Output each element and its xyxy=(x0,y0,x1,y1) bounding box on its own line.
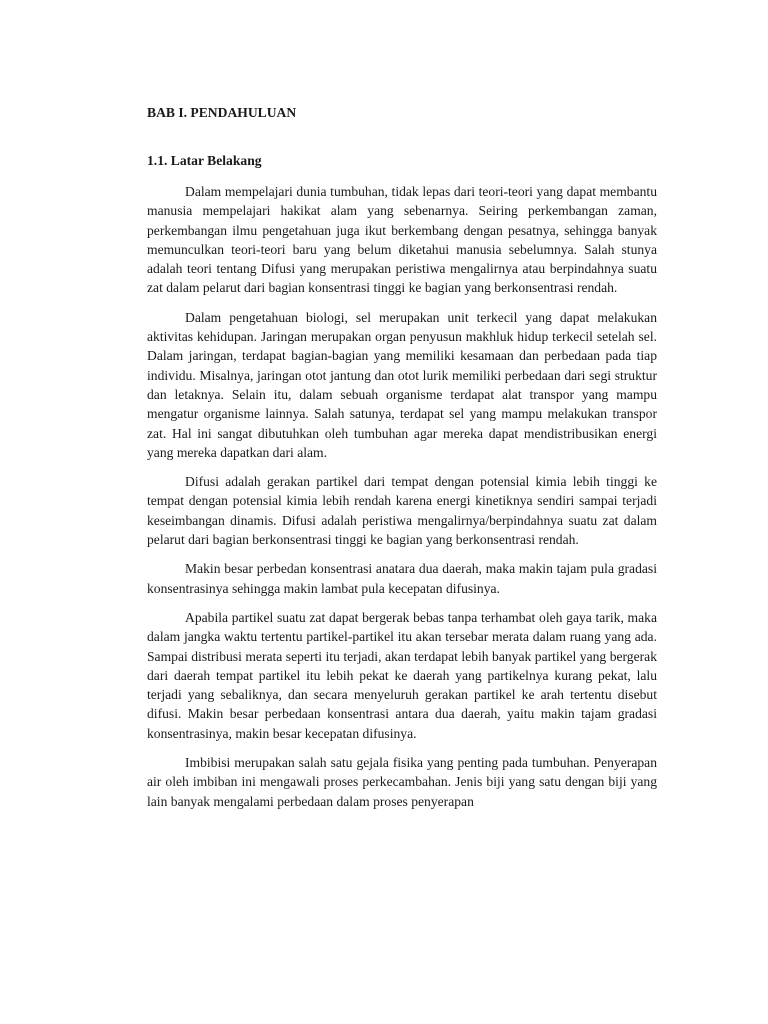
paragraph: Imbibisi merupakan salah satu gejala fisika yang penting pada tumbuhan. Penyerapan air oleh imbiban ini mengawali proses perkecambahan. Jenis biji yang satu dengan biji yang lain banyak mengalami perbedaan dalam proses penyerapan xyxy=(147,755,657,809)
document-page xyxy=(147,103,657,821)
chapter-title: BAB I. PENDAHULUAN xyxy=(147,105,297,120)
paragraph: Dalam pengetahuan biologi, sel merupakan unit terkecil yang dapat melakukan aktivitas kehidupan. Jaringan merupakan organ penyusun makhluk hidup terkecil setelah sel. Dalam jaringan, terdapat bagian-bagian yang memiliki kesamaan dan perbedaan pada tiap individu. Misalnya, jaringan otot jantung dan otot lurik memiliki perbedaan dari segi struktur dan letaknya. Selain itu, dalam sebuah organisme terdapat alat transpor yang mampu mengatur organisme lainnya. Salah satunya, terdapat sel yang mampu melakukan transpor zat. Hal ini sangat dibutuhkan oleh tumbuhan agar mereka dapat mendistribusikan energi yang mereka dapatkan dari alam. xyxy=(147,309,657,460)
paragraph: Difusi adalah gerakan partikel dari tempat dengan potensial kimia lebih tinggi ke tempat dengan potensial kimia lebih rendah karena energi kinetiknya sendiri sampai terjadi keseimbangan dinamis. Difusi adalah peristiwa mengalirnya/berpindahnya suatu zat dalam pelarut dari bagian berkonsentrasi tinggi ke bagian yang berkonsentrasi rendah. xyxy=(147,474,657,548)
paragraph: Apabila partikel suatu zat dapat bergerak bebas tanpa terhambat oleh gaya tarik, maka dalam jangka waktu tertentu partikel-partikel itu akan tersebar merata dalam ruang yang ada. Sampai distribusi merata seperti itu terjadi, akan terdapat lebih banyak partikel yang bergerak dari daerah tempat partikel itu lebih pekat ke daerah yang partikelnya kurang pekat, lalu terjadi yang sebaliknya, dan secara menyeluruh gerakan partikel ke arah tertentu disebut difusi. Makin besar perbedaan konsentrasi antara dua daerah, yaitu makin tajam gradasi konsentrasinya, makin besar kecepatan difusinya. xyxy=(147,609,657,741)
paragraph: Makin besar perbedan konsentrasi anatara dua daerah, maka makin tajam pula gradasi konsentrasinya sehingga makin lambat pula kecepatan difusinya. xyxy=(147,561,657,596)
section-title: 1.1. Latar Belakang xyxy=(147,153,262,168)
body-text xyxy=(147,182,657,811)
paragraph: Dalam mempelajari dunia tumbuhan, tidak lepas dari teori-teori yang dapat membantu manusia mempelajari hakikat alam yang sebenarnya. Seiring perkembangan zaman, perkembangan ilmu pengetahuan juga ikut berkembang dengan pesatnya, sehingga banyak memunculkan teori-teori baru yang belum diketahui manusia sebelumnya. Salah stunya adalah teori tentang Difusi yang merupakan peristiwa mengalirnya atau berpindahnya suatu zat dalam pelarut dari bagian konsentrasi tinggi ke bagian yang berkonsentrasi rendah. xyxy=(147,184,657,296)
